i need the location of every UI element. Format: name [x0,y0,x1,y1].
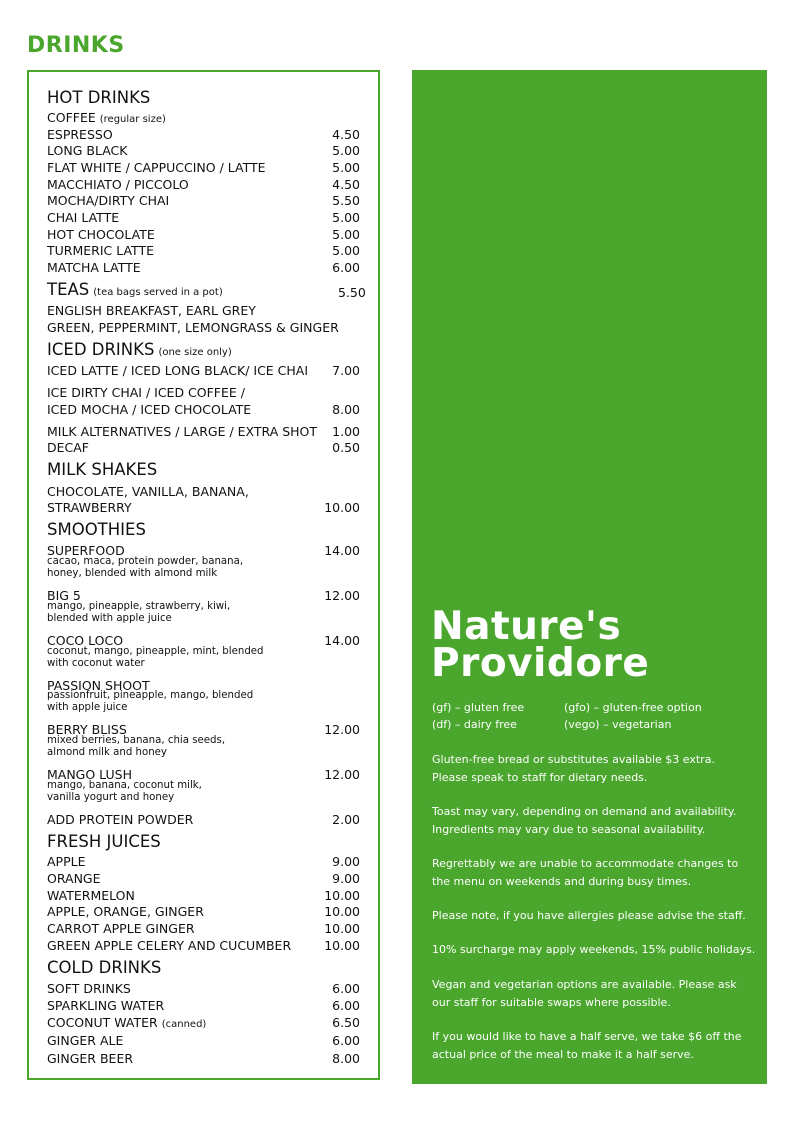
item-name: SUPERFOOD [47,543,125,558]
note-line: our staff for suitable swaps where possible. [432,995,671,1009]
menu-item [47,402,360,417]
menu-item [47,921,360,936]
item-description: coconut, mango, pineapple, mint, blended [47,646,264,657]
item-price: 5.00 [332,243,360,258]
item-name: MILK ALTERNATIVES / LARGE / EXTRA SHOT [47,424,318,439]
teas-line-1: ENGLISH BREAKFAST, EARL GREY [47,303,256,318]
note-line: Regrettably we are unable to accommodate changes to [432,857,739,870]
hot-drinks-heading: HOT DRINKS [47,88,151,107]
note-half-serve [432,1028,742,1063]
menu-item [47,1015,360,1032]
item-name: BIG 5 [47,588,81,603]
item-price: 10.00 [324,888,360,903]
teas-line-2: GREEN, PEPPERMINT, LEMONGRASS & GINGER [47,320,339,335]
item-description: vanilla yogurt and honey [47,792,175,803]
cold-drinks-heading: COLD DRINKS [47,958,162,977]
item-price: 10.00 [324,500,360,515]
fresh-juices-heading: FRESH JUICES [47,832,161,851]
iced-drinks-heading [47,340,232,363]
item-name: CARROT APPLE GINGER [47,921,195,936]
menu-item [47,812,360,827]
item-price: 12.00 [324,722,360,737]
legend-gf: (gf) – gluten free [432,701,525,714]
note-vegan [432,976,737,1011]
item-price: 8.00 [332,402,360,417]
item-description: blended with apple juice [47,613,172,624]
iced-drinks-title: ICED DRINKS [47,340,155,359]
item-name: PASSION SHOOT [47,678,150,693]
item-name: GINGER BEER [47,1051,134,1066]
menu-item [47,177,360,192]
item-price: 14.00 [324,633,360,648]
menu-item [47,193,360,208]
menu-item [47,210,360,225]
item-price: 0.50 [332,440,360,455]
item-name: SPARKLING WATER [47,998,165,1013]
menu-item [47,260,360,275]
item-price: 5.00 [332,210,360,225]
note-surcharge [432,941,755,959]
menu-item [47,1033,360,1048]
item-price: 6.50 [332,1015,360,1030]
item-price: 2.00 [332,812,360,827]
item-name: APPLE [47,854,86,869]
item-description: mixed berries, banana, chia seeds, [47,735,226,746]
menu-item [47,904,360,919]
item-price: 4.50 [332,127,360,142]
note-toast [432,803,736,838]
legend-gfo: (gfo) – gluten-free option [564,701,702,714]
item-name: DECAF [47,440,89,455]
page-heading: DRINKS [27,33,125,58]
note-line: Ingredients may vary due to seasonal availability. [432,822,706,836]
iced-drinks-note: (one size only) [158,347,232,358]
menu-item [47,127,360,142]
note-line: Please speak to staff for dietary needs. [432,770,648,784]
note-line: Toast may vary, depending on demand and availability. [432,805,737,818]
item-price: 6.00 [332,981,360,996]
item-name: SOFT DRINKS [47,981,131,996]
item-name: TURMERIC LATTE [47,243,155,258]
item-price: 10.00 [324,921,360,936]
menu-item [47,1051,360,1066]
item-description: almond milk and honey [47,747,167,758]
item-price: 6.00 [332,260,360,275]
menu-item [47,981,360,996]
menu-item [47,500,360,515]
item-name: WATERMELON [47,888,135,903]
item-name: BERRY BLISS [47,722,127,737]
item-price: 5.00 [332,227,360,242]
note-allergies [432,907,746,925]
item-name: COCONUT WATER [47,1015,158,1030]
note-changes [432,855,738,890]
menu-item [47,143,360,158]
teas-price: 5.50 [338,285,366,300]
menu-item [47,998,360,1013]
drinks-menu-panel [27,70,380,1080]
item-name: COCO LOCO [47,633,124,648]
menu-item [47,440,360,455]
coffee-note: (regular size) [99,114,166,125]
item-name: ICED MOCHA / ICED CHOCOLATE [47,402,252,417]
item-price: 10.00 [324,904,360,919]
note-line: Gluten-free bread or substitutes available $3 extra. [432,753,715,766]
item-name: LONG BLACK [47,143,128,158]
item-name: APPLE, ORANGE, GINGER [47,904,204,919]
item-name: GREEN APPLE CELERY AND CUCUMBER [47,938,292,953]
item-name: MACCHIATO / PICCOLO [47,177,189,192]
menu-item [47,160,360,175]
teas-title: TEAS [47,280,90,299]
menu-item [47,888,360,903]
item-name: STRAWBERRY [47,500,132,515]
item-price: 1.00 [332,424,360,439]
item-note: (canned) [161,1019,207,1030]
teas-note: (tea bags served in a pot) [93,287,223,298]
menu-item [47,227,360,242]
item-name: GINGER ALE [47,1033,124,1048]
brand-name [431,604,751,686]
item-name: MOCHA/DIRTY CHAI [47,193,170,208]
menu-item [47,871,360,886]
coffee-label: COFFEE [47,110,96,125]
info-panel [412,70,767,1084]
note-line: Please note, if you have allergies please advise the staff. [432,909,746,922]
item-price: 12.00 [324,767,360,782]
legend-df: (df) – dairy free [432,718,517,731]
item-price: 4.50 [332,177,360,192]
note-line: If you would like to have a half serve, we take $6 off the [432,1030,742,1043]
item-price: 5.00 [332,143,360,158]
note-gluten-free [432,751,715,786]
item-name: MATCHA LATTE [47,260,141,275]
milk-shakes-heading: MILK SHAKES [47,460,158,479]
item-name: FLAT WHITE / CAPPUCCINO / LATTE [47,160,266,175]
note-line: 10% surcharge may apply weekends, 15% public holidays. [432,943,756,956]
note-line: actual price of the meal to make it a half serve. [432,1047,694,1061]
iced-item-2-line-1: ICE DIRTY CHAI / ICED COFFEE / [47,385,245,400]
legend-vego: (vego) – vegetarian [564,718,672,731]
item-description: passionfruit, pineapple, mango, blended [47,690,254,701]
item-price: 6.00 [332,998,360,1013]
item-name: ADD PROTEIN POWDER [47,812,194,827]
menu-item [47,424,360,439]
item-price: 10.00 [324,938,360,953]
item-description: with coconut water [47,658,145,669]
item-name: HOT CHOCOLATE [47,227,155,242]
item-name: ORANGE [47,871,101,886]
brand-line-2: Providore [431,641,650,686]
item-price: 5.50 [332,193,360,208]
menu-item [47,243,360,258]
item-description: mango, banana, coconut milk, [47,780,202,791]
brand-line-1: Nature's [431,604,622,649]
item-price: 14.00 [324,543,360,558]
item-name: ESPRESSO [47,127,113,142]
menu-item [47,854,360,869]
note-line: Vegan and vegetarian options are available. Please ask [432,978,737,991]
item-price: 7.00 [332,363,360,378]
item-name: MANGO LUSH [47,767,133,782]
coffee-label-row [47,110,360,127]
note-line: the menu on weekends and during busy times. [432,874,692,888]
item-name: CHAI LATTE [47,210,120,225]
item-price: 9.00 [332,871,360,886]
item-price: 5.00 [332,160,360,175]
item-price: 8.00 [332,1051,360,1066]
item-description: cacao, maca, protein powder, banana, [47,556,244,567]
item-description: with apple juice [47,702,128,713]
milk-shakes-line-1: CHOCOLATE, VANILLA, BANANA, [47,484,249,499]
item-price: 6.00 [332,1033,360,1048]
teas-heading [47,280,366,303]
item-price: 9.00 [332,854,360,869]
item-description: honey, blended with almond milk [47,568,218,579]
menu-item [47,363,360,378]
item-price: 12.00 [324,588,360,603]
menu-item [47,938,360,953]
item-description: mango, pineapple, strawberry, kiwi, [47,601,231,612]
item-name: ICED LATTE / ICED LONG BLACK/ ICE CHAI [47,363,309,378]
smoothies-heading: SMOOTHIES [47,520,146,539]
